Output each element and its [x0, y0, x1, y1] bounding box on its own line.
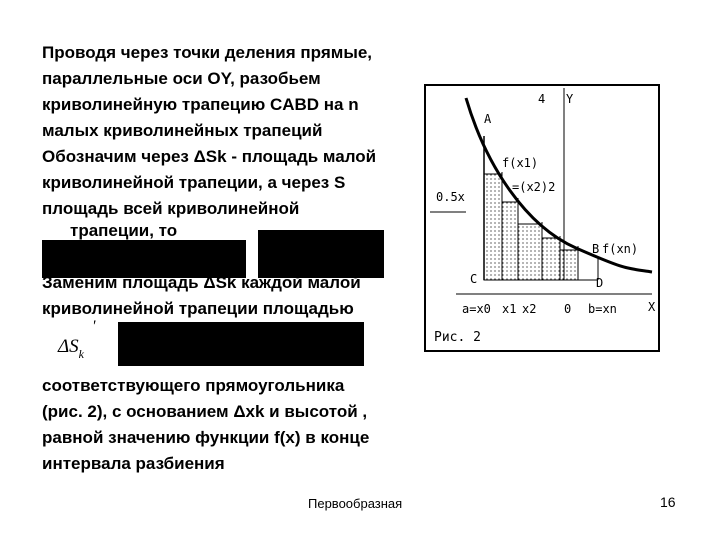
label-x: X	[648, 300, 656, 314]
text-line-11: соответствующего прямоугольника	[42, 376, 345, 395]
rect-5	[560, 250, 578, 280]
tick-a: a=x0	[462, 302, 491, 316]
label-y: Y	[566, 92, 574, 106]
figure-graph	[426, 86, 658, 350]
label-b: B	[592, 242, 600, 256]
rect-2	[502, 202, 518, 280]
label-fxn: f(xn)	[602, 242, 639, 256]
redacted-formula-bottom	[118, 322, 364, 366]
figure-2	[424, 84, 660, 352]
label-05x: 0.5x	[436, 190, 465, 204]
label-fx1: f(x1)	[502, 156, 539, 170]
tick-b: b=xn	[588, 302, 617, 316]
label-a: A	[484, 112, 492, 126]
text-line-5: Обозначим через ΔSk - площадь малой	[42, 147, 377, 166]
text-line-9: Заменим площадь ΔSk каждой малой	[42, 273, 361, 292]
text-line-1: Проводя через точки деления прямые,	[42, 43, 373, 62]
formula-delta-s-sub: k	[78, 347, 84, 361]
redacted-formula-right	[258, 230, 384, 278]
text-line-2: параллельные оси OY, разобьем	[42, 69, 321, 88]
text-line-7: площадь всей криволинейной	[42, 199, 300, 218]
text-line-8: трапеции, то	[70, 221, 178, 240]
rect-4	[542, 238, 560, 280]
formula-delta-s	[58, 336, 84, 361]
rect-1	[484, 174, 502, 280]
text-line-4: малых криволинейных трапеций	[42, 121, 323, 140]
text-line-14: интервала разбиения	[42, 454, 225, 473]
rect-3	[518, 224, 542, 280]
label-fx2: =(x2)2	[512, 180, 556, 194]
formula-prime: '	[92, 318, 96, 335]
label-d: D	[596, 276, 604, 290]
text-line-3: криволинейную трапецию CABD на n	[42, 95, 359, 114]
text-line-6: криволинейной трапеции, а через S	[42, 173, 346, 192]
tick-0: 0	[564, 302, 572, 316]
tick-x2: x2	[522, 302, 537, 316]
label-c: C	[470, 272, 478, 286]
label-4: 4	[538, 92, 546, 106]
text-line-10: криволинейной трапеции площадью	[42, 299, 354, 318]
formula-delta-s-label: ΔS	[58, 336, 79, 357]
page-number: 16	[660, 494, 676, 510]
figure-caption: Рис. 2	[434, 330, 481, 345]
text-line-13: равной значению функции f(x) в конце	[42, 428, 370, 447]
text-line-12: (рис. 2), с основанием Δxk и высотой ,	[42, 402, 368, 421]
footer-title: Первообразная	[308, 496, 403, 511]
tick-x1: x1	[502, 302, 517, 316]
